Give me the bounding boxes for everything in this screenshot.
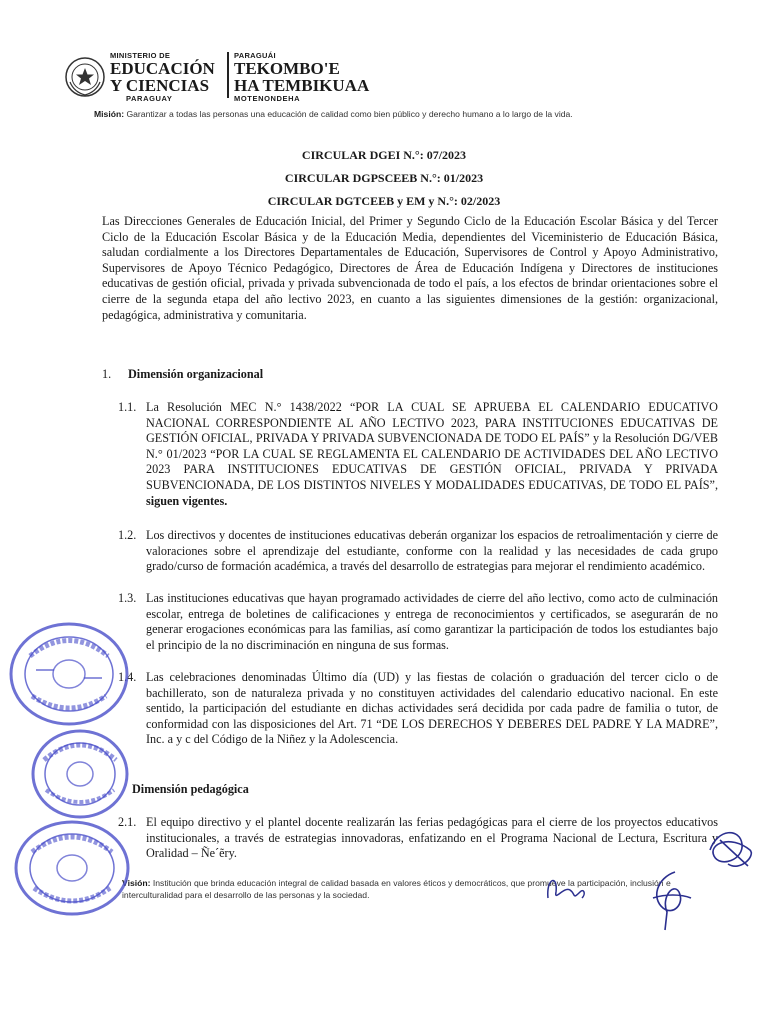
list-item — [118, 591, 718, 653]
header-divider — [227, 52, 229, 98]
section-number: 1. — [102, 367, 112, 381]
item-number: 1.4. — [118, 670, 137, 684]
signature-icon — [645, 868, 695, 934]
intro-paragraph: Las Direcciones Generales de Educación Inicial, del Primer y Segundo Ciclo de la Educación Escolar Básica y del Tercer Ciclo de la Educación Escolar Básica y de la Educación Media, dependientes del Viceministerio de Educación Básica, saludan cordialmente a los Directores Departamentales de Educación, Supervisores de Control y Apoyo Administrativo, Supervisores de Apoyo Técnico Pedagógico, Directores de Área de Educación Indígena y Directores de instituciones educativas de gestión oficial, privada y privada subvencionada de todo el país, a los efectos de brindar orientaciones sobre el cierre de la segunda etapa del año lectivo 2023, en cuanto a las siguientes dimensiones de la gestión: organizacional, pedagógica, administrativa y comunitaria. — [102, 214, 718, 322]
item-number: 1.3. — [118, 591, 137, 605]
national-seal-icon — [64, 56, 106, 98]
mission-text: Garantizar a todas las personas una educación de calidad como bien público y derecho humano a lo largo de la vida. — [126, 109, 573, 119]
list-item — [118, 670, 718, 748]
section-heading-organizational — [102, 367, 263, 382]
vision-text: Institución que brinda educación integral de calidad basada en valores éticos y democráticos, que promueve la participación, inclusión e interculturalidad para el desarrollo de las personas y la sociedad. — [122, 878, 671, 900]
vision-statement — [122, 877, 722, 901]
list-item — [118, 528, 718, 575]
ministry-name: MINISTERIO DE EDUCACIÓN Y CIENCIAS PARAGUAY — [110, 51, 215, 103]
official-stamp-icon — [8, 620, 130, 728]
circular-title: CIRCULAR DGTCEEB y EM y N.°: 02/2023 — [267, 194, 501, 208]
item-text: Los directivos y docentes de instituciones educativas deberán organizar los espacios de retroalimentación y cierre de valoraciones sobre el aprendizaje del estudiante, conforme con la realidad y las necesidades de cada grupo grado/curso de formación académica, a través del desarrollo de estrategias para mejorar el rendimiento académico. — [146, 528, 718, 574]
circular-title: CIRCULAR DGEI N.°: 07/2023 — [301, 148, 467, 162]
item-number: 1.1. — [118, 400, 137, 414]
mission-statement — [94, 109, 734, 119]
official-stamp-icon — [30, 728, 130, 820]
item-text: La Resolución MEC N.° 1438/2022 “POR LA CUAL SE APRUEBA EL CALENDARIO EDUCATIVO NACIONAL CORRESPONDIENTE AL AÑO LECTIVO 2023, PARA INSTITUCIONES EDUCATIVAS DE GESTIÓN OFICIAL, PRIVADA Y PRIVADA SUBVENCIONADA DE TODO EL PAÍS” y la Resolución DG/VEB N.° 01/2023 “POR LA CUAL SE REGLAMENTA EL CALENDARIO DE ACTIVIDADES DEL AÑO LECTIVO 2023 PARA INSTITUCIONES EDUCATIVAS DE GESTIÓN OFICIAL, PRIVADA Y PRIVADA SUBVENCIONADA, DE LOS DISTINTOS NIVELES Y MODALIDADES EDUCATIVAS, DE TODO EL PAÍS”, — [146, 400, 718, 492]
list-item — [118, 400, 718, 509]
item-number: 2.1. — [118, 815, 137, 829]
vision-label: Visión: — [122, 878, 151, 888]
mission-label: Misión: — [94, 109, 125, 119]
ministry-name-guarani: PARAGUÁI TEKOMBO'E HA TEMBIKUAA MOTENONDEHA — [234, 51, 370, 103]
section-heading-pedagogical: Dimensión pedagógica — [132, 782, 249, 796]
circular-titles — [0, 144, 768, 213]
item-text: Las celebraciones denominadas Último día (UD) y las fiestas de colación o graduación del tercer ciclo o de bachillerato, son de naturaleza privada y no constituyen actividades del calendario educativo nacional. En este sentido, la participación del estudiante en dichas actividades será decidida por cada padre de familia o tutor, de conformidad con las disposiciones del Art. 71 “DE LOS DERECHOS Y DEBERES DEL PADRE Y LA MADRE”, Inc. a y c del Código de la Niñez y la Adolescencia. — [146, 670, 718, 747]
letterhead — [64, 48, 704, 104]
circular-title: CIRCULAR DGPSCEEB N.°: 01/2023 — [284, 171, 484, 185]
item-text: Las instituciones educativas que hayan programado actividades de cierre del año lectivo, como acto de culminación escolar, entrega de boletines de calificaciones y entrega de reconocimientos y certificados, se asegurarán de no generar erogaciones económicas para las familias, así como garantizar la participación de todos los estudiantes bajo el principio de la no discriminación en ninguna de sus formas. — [146, 591, 718, 652]
signature-icon — [700, 820, 760, 880]
section-title: Dimensión organizacional — [128, 367, 264, 381]
item-text-emphasis: siguen vigentes. — [146, 493, 228, 508]
signature-icon — [540, 868, 590, 908]
list-item — [118, 815, 718, 862]
item-number: 1.2. — [118, 528, 137, 542]
official-stamp-icon — [12, 818, 132, 918]
item-text: El equipo directivo y el plantel docente realizarán las ferias pedagógicas para el cierre de los proyectos educativos institucionales, a través de estrategias innovadoras, enfatizando en el Programa Nacional de Lectura, Escritura y Oralidad – Ñe´ẽry. — [146, 815, 718, 861]
